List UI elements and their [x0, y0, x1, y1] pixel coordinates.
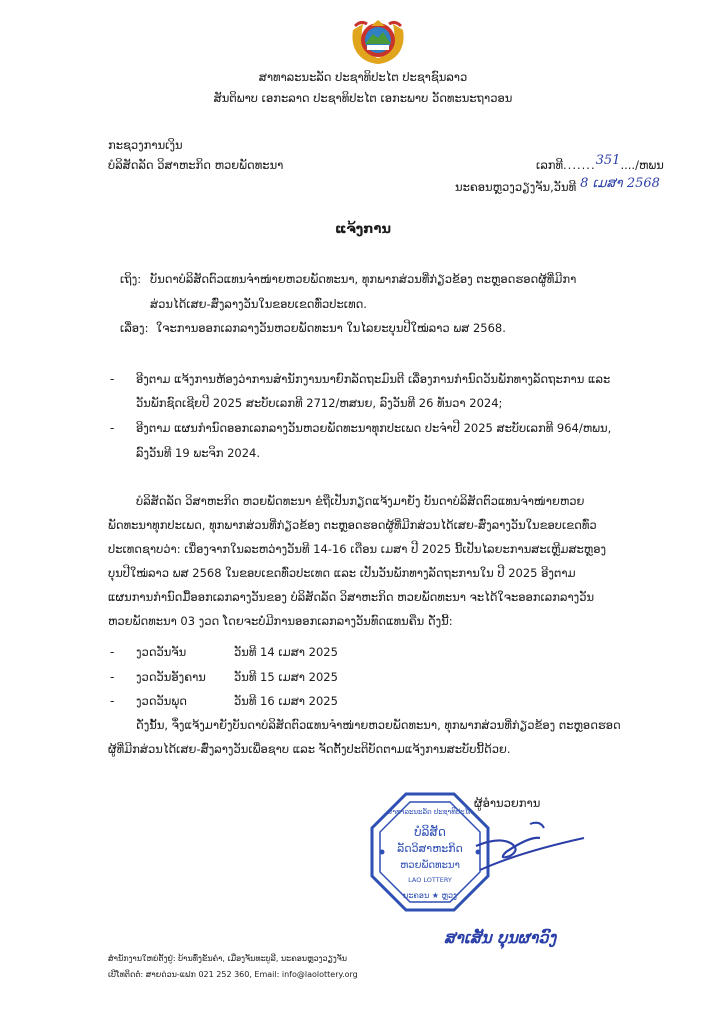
signatory-role: ຜູ້ອຳນວຍການ: [474, 796, 541, 810]
bullet-dash: -: [110, 421, 115, 435]
body-line-1: ບໍລິສັດລັດ ວິສາຫະກິດ ຫວຍພັດທະນາ ຂໍຖືເປັນກຽດແຈ້ງມາຍັງ ບັນດາບໍລິສັດຕົວແທນຈຳໜ່າຍຫວຍ: [136, 494, 585, 508]
footer-address: ສຳນັກງານໃຫຍ່ຕັ້ງຢູ່: ບ້ານທົ່ງຂັນຄຳ, ເມືອງຈັນທະບູລີ, ນະຄອນຫຼວງວຽງຈັນ: [108, 954, 348, 963]
signatory-name: ສາເສັນ ບຸນຜາວົງ: [444, 928, 557, 947]
national-emblem-icon: [345, 16, 411, 66]
reference-number: ເລກທີ.......351..../ຫພນ: [536, 153, 664, 172]
document-title: ແຈ້ງການ: [335, 222, 391, 237]
signature-icon: [470, 816, 590, 886]
footer-contact: ເບີໂທຕິດຕໍ່: ສາຍດ່ວນ-ແຟກ 021 252 360, Email: info@laolottery.org: [108, 970, 358, 979]
schedule-date-2: ວັນທີ 15 ເມສາ 2025: [234, 670, 338, 684]
stamp-top-arc: ສາທາລະນະລັດ ປະຊາທິປະໄຕ: [387, 808, 473, 816]
schedule-date-1: ວັນທີ 14 ເມສາ 2025: [234, 645, 338, 659]
schedule-draw-3: ງວດວັນພຸດ: [136, 694, 187, 708]
reference-2-line-2: ລົງວັນທີ 19 ພະຈິກ 2024.: [136, 446, 261, 460]
reference-2-line-1: ອີງຕາມ ແຜນກຳນົດອອກເລກລາງວັນຫວຍພັດທະນາທຸກປະເພດ ປະຈຳປີ 2025 ສະບັບເລກທີ 964/ຫພນ,: [136, 421, 612, 435]
motto-heading: ສັນຕິພາບ ເອກະລາດ ປະຊາທິປະໄຕ ເອກະພາບ ວັດທະນະຖາວອນ: [213, 91, 513, 105]
handwritten-number: 351: [595, 153, 621, 168]
handwritten-date: 8 ເມສາ 2568: [580, 176, 660, 191]
company-name: ບໍລິສັດລັດ ວິສາຫະກິດ ຫວຍພັດທະນາ: [108, 158, 284, 172]
subject-label: ເລື່ອງ:: [120, 321, 149, 335]
body-line-2: ພັດທະນາທຸກປະເພດ, ທຸກພາກສ່ວນທີ່ກ່ຽວຂ້ອງ ຕະຫຼອດຮອດຜູ້ທີ່ມີກສ່ວນໄດ້ເສຍ-ສົ່ງລາງວັນໃນຂອບເຂດທົ່ວ: [108, 518, 597, 532]
schedule-draw-1: ງວດວັນຈັນ: [136, 645, 187, 659]
bullet-dash: -: [110, 372, 115, 386]
schedule-date-3: ວັນທີ 16 ເມສາ 2025: [234, 694, 338, 708]
body-line-4: ບຸນປີໃໝ່ລາວ ພສ 2568 ໃນຂອບເຂດທົ່ວປະເທດ ແລະ ເປັນວັນພັກທາງລັດຖະການໃນ ປີ 2025 ອີງຕາມ: [108, 566, 576, 580]
bullet-dash: -: [110, 694, 115, 708]
ministry-name: ກະຊວງການເງິນ: [108, 138, 183, 152]
body-line-5: ແຜນການກຳນົດມື້ອອກເລກລາງວັນຂອງ ບໍລິສັດລັດ ວິສາຫະກິດ ຫວຍພັດທະນາ ຈະໄດ້ໃຈະອອກເລກລາງວັນ: [108, 590, 595, 604]
bullet-dash: -: [110, 670, 115, 684]
stamp-line-1: ບໍລິສັດ: [414, 825, 446, 839]
closing-line-1: ດັ່ງນັ້ນ, ຈຶ່ງແຈ້ງມາຍັງບັນດາບໍລິສັດຕົວແທນຈຳໜ່າຍຫວຍພັດທະນາ, ທຸກພາກສ່ວນທີ່ກ່ຽວຂ້ອງ ຕະຫຼອດຮອດ: [136, 718, 621, 732]
reference-1-line-1: ອີງຕາມ ແຈ້ງການຫ້ອງວ່າການສຳນັກງານນາຍົກລັດຖະມົນຕີ ເລື່ອງການກຳນົດວັນພັກທາງລັດຖະການ ແລະ: [136, 372, 611, 386]
subject-text: ໃຈະການອອກເລກລາງວັນຫວຍພັດທະນາ ໃນໄລຍະບຸນປີໃໝ່ລາວ ພສ 2568.: [156, 321, 506, 335]
stamp-english: LAO LOTTERY: [408, 876, 452, 884]
to-line-2: ສ່ວນໄດ້ເສຍ-ສົ່ງລາງວັນໃນຂອບເຂດທົ່ວປະເທດ.: [150, 297, 367, 311]
bullet-dash: -: [110, 645, 115, 659]
to-line-1: ບັນດາບໍລິສັດຕົວແທນຈຳໜ່າຍຫວຍພັດທະນາ, ທຸກພາກສ່ວນທີ່ກ່ຽວຂ້ອງ ຕະຫຼອດຮອດຜູ້ທີ່ມີກາ: [150, 272, 577, 286]
stamp-line-3: ຫວຍພັດທະນາ: [400, 860, 460, 871]
schedule-draw-2: ງວດວັນອັງຄານ: [136, 670, 206, 684]
republic-heading: ສາທາລະນະລັດ ປະຊາທິປະໄຕ ປະຊາຊົນລາວ: [258, 70, 468, 84]
closing-line-2: ຜູ້ທີ່ມີກສ່ວນໄດ້ເສຍ-ສົ່ງລາງວັນເພື່ອຊາບ ແລະ ຈັດຕັ້ງປະຕິບັດຕາມແຈ້ງການສະບັບນີ້ດ້ວຍ.: [108, 742, 511, 756]
to-label: ເຖິງ:: [120, 272, 142, 286]
stamp-bottom: ນະຄອນ ★ ຫຼວງ: [403, 891, 457, 900]
body-line-6: ຫວຍພັດທະນາ 03 ງວດ ໂດຍຈະບໍ່ມີການອອກເລກລາງວັນທົດແທນຄືນ ດັ່ງນີ້:: [108, 614, 453, 628]
place-date: ນະຄອນຫຼວງວຽງຈັນ,ວັນທີ 8 ເມສາ 2568: [455, 176, 660, 194]
body-line-3: ປະເທດຊາບວ່າ: ເນື່ອງຈາກໃນລະຫວ່າງວັນທີ 14-16 ເດືອນ ເມສາ ປີ 2025 ນີ້ເປັນໄລຍະການສະເຫຼີມສະຫຼອງ: [108, 542, 607, 556]
stamp-line-2: ລັດວິສາຫະກິດ: [397, 842, 463, 855]
reference-1-line-2: ວັນພັກຊົດເຊີຍປີ 2025 ສະບັບເລກທີ 2712/ຫສນຍ, ລົງວັນທີ 26 ທັນວາ 2024;: [136, 396, 503, 410]
